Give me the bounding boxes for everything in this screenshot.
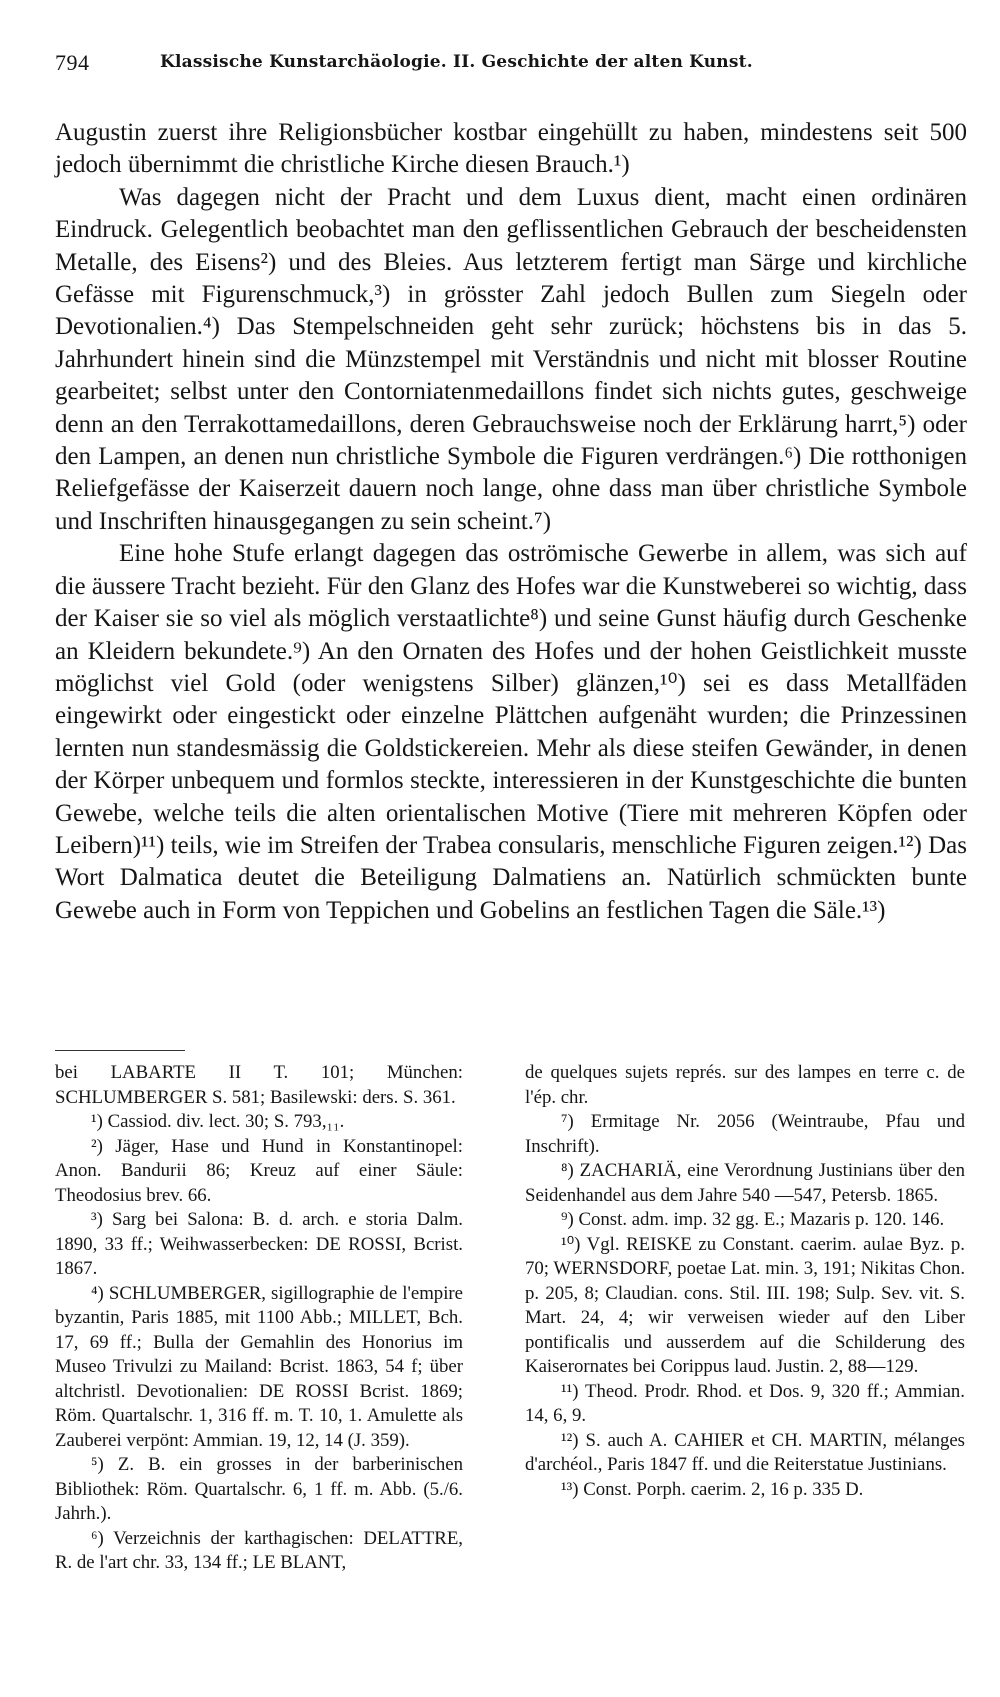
page-number: 794 bbox=[55, 50, 90, 75]
footnote: ⁹) Const. adm. imp. 32 gg. E.; Mazaris p. 120. 146. bbox=[561, 1209, 945, 1230]
footnote: ¹⁰) Vgl. REISKE zu Constant. caerim. aulae Byz. p. 70; WERNSDORF, poetae Lat. min. 3, 191; Nikitas Chon. p. 205, 8; Claudian. cons. Stil. III. 198; Sulp. Sev. vit. S. Mart. 24, 4; wir verweisen wieder auf den Liber pontificalis und ausserdem auf die Schilderung des Kaiserornates bei Corippus laud. Justin. 2, 88—129. bbox=[525, 1233, 966, 1377]
footnote: ⁸) ZACHARIÄ, eine Verordnung Justinians über den Seidenhandel aus dem Jahre 540 —547, Petersb. 1865. bbox=[525, 1160, 965, 1206]
main-text bbox=[55, 117, 967, 927]
paragraph: Eine hohe Stufe erlangt dagegen das oströmische Gewerbe in allem, was sich auf die äussere Tracht bezieht. Für den Glanz des Hofes war die Kunstweberei so wichtig, dass der Kaiser sie so viel als möglich verstaatlichte⁸) und seine Gunst häufig durch Geschenke an Kleidern bekundete.⁹) An den Ornaten des Hofes und der hohen Geistlichkeit musste möglichst viel Gold (oder wenigstens Silber) glänzen,¹⁰) sei es dass Metallfäden eingewirkt oder eingestickt oder einzelne Plättchen aufgenäht wurden; die Prinzessinen lernten nun standesmässig die Goldstickereien. Mehr als diese steifen Gewänder, in denen der Körper unbequem und formlos steckte, interessieren in der Kunstgeschichte die bunten Gewebe, welche teils die alten orientalischen Motive (Tiere mit mehreren Köpfen oder Leibern)¹¹) teils, wie im Streifen der Trabea consularis, menschliche Figuren zeigen.¹²) Das Wort Dalmatica deutet die Beteiligung Dalmatiens an. Natürlich schmückten bunte Gewebe auch in Form von Teppichen und Gobelins an festlichen Tagen die Säle.¹³) bbox=[55, 540, 967, 924]
paragraph: Augustin zuerst ihre Religionsbücher kostbar eingehüllt zu haben, mindestens seit 500 jedoch übernimmt die christliche Kirche diesen Brauch.¹) bbox=[55, 119, 967, 179]
footnote: ¹) Cassiod. div. lect. 30; S. 793,₁₁. bbox=[91, 1111, 345, 1132]
footnote: ¹²) S. auch A. CAHIER et CH. MARTIN, mélanges d'archéol., Paris 1847 ff. und die Reiterstatue Justinians. bbox=[525, 1429, 965, 1475]
footnote: bei LABARTE II T. 101; München: SCHLUMBERGER S. 581; Basilewski: ders. S. 361. bbox=[55, 1062, 463, 1108]
footnote: ⁵) Z. B. ein grosses in der barberinischen Bibliothek: Röm. Quartalschr. 6, 1 ff. m. Abb. (5./6. Jahrh.). bbox=[55, 1454, 463, 1524]
footnote: ¹¹) Theod. Prodr. Rhod. et Dos. 9, 320 ff.; Ammian. 14, 6, 9. bbox=[525, 1380, 965, 1426]
footnote: ¹³) Const. Porph. caerim. 2, 16 p. 335 D. bbox=[561, 1478, 864, 1500]
footnote: ⁶) Verzeichnis der karthagischen: DELATTRE, R. de l'art chr. 33, 134 ff.; LE BLANT, bbox=[55, 1527, 463, 1573]
footnote-rule bbox=[55, 1050, 185, 1051]
footnote: ²) Jäger, Hase und Hund in Konstantinopel: Anon. Bandurii 86; Kreuz auf einer Säule: Theodosius brev. 66. bbox=[55, 1135, 463, 1206]
footnote: ⁴) SCHLUMBERGER, sigillographie de l'empire byzantin, Paris 1885, mit 1100 Abb.; MILLET, Bch. 17, 69 ff.; Bulla der Gemahlin des Honorius im Museo Trivulzi zu Mailand: Bcrist. 1863, 54 f; über altchristl. Devotionalien: DE ROSSI Bcrist. 1869; Röm. Quartalschr. 1, 316 ff. m. T. 10, 1. Amulette als Zauberei verpönt: Ammian. 19, 12, 14 (J. 359). bbox=[55, 1282, 463, 1451]
footnotes-right-column bbox=[525, 1061, 965, 1502]
footnote: de quelques sujets représ. sur des lampes en terre c. de l'ép. chr. bbox=[525, 1062, 965, 1108]
footnotes-left-column bbox=[55, 1061, 463, 1576]
paragraph: Was dagegen nicht der Pracht und dem Luxus dient, macht einen ordinären Eindruck. Gelegentlich beobachtet man den geflissentlichen Gebrauch der bescheidensten Metalle, des Eisens²) und des Bleies. Aus letzterem fertigt man Särge und kirchliche Gefässe mit Figurenschmuck,³) in grösster Zahl jedoch Bullen zum Siegeln oder Devotionalien.⁴) Das Stempelschneiden geht sehr zurück; höchstens bis in das 5. Jahrhundert hinein sind die Münzstempel mit Verständnis und nicht mit blosser Routine gearbeitet; selbst unter den Contorniatenmedaillons findet sich nichts gutes, geschweige denn an den Terrakottamedaillons, deren Gebrauchsweise noch der Erklärung harrt,⁵) oder den Lampen, an denen nun christliche Symbole die Figuren verdrängen.⁶) Die rotthonigen Reliefgefässe der Kaiserzeit dauern noch lange, ohne dass man über christliche Symbole und Inschriften hinausgegangen zu sein scheint.⁷) bbox=[55, 183, 967, 535]
page-header bbox=[55, 50, 955, 84]
footnote: ⁷) Ermitage Nr. 2056 (Weintraube, Pfau und Inschrift). bbox=[525, 1111, 965, 1157]
footnote: ³) Sarg bei Salona: B. d. arch. e storia Dalm. 1890, 33 ff.; Weihwasserbecken: DE ROSSI, Bcrist. 1867. bbox=[55, 1209, 463, 1279]
running-head: Klassische Kunstarchäologie. II. Geschichte der alten Kunst. bbox=[160, 52, 753, 72]
